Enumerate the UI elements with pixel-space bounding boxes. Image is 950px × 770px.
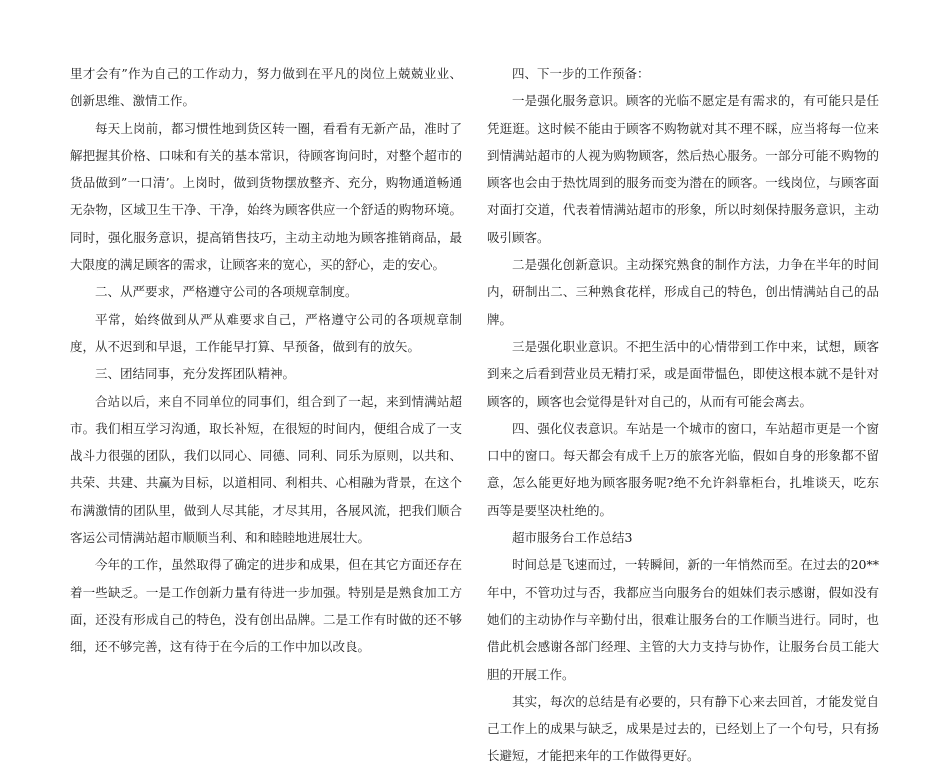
section-heading: 二、从严要求，严格遵守公司的各项规章制度。 [95, 284, 358, 300]
paragraph: 里才会有”作为自己的工作动力，努力做到在平凡的岗位上兢兢业业、创新思维、激情工作。 [70, 66, 462, 109]
paragraph: 今年的工作，虽然取得了确定的进步和成果，但在其它方面还存在着一些缺乏。一是工作创新力量有待进一步加强。特别是是熟食加工方面，还没有形成自己的特色，没有创出品牌。二是工作有时做的还不够细，还不够完善，这有待于在今后的工作中加以改良。 [70, 557, 462, 655]
paragraph: 四、强化仪表意识。车站是一个城市的窗口，车站超市更是一个窗口中的窗口。每天都会有成千上万的旅客光临，假如自身的形象都不留意，怎么能更好地为顾客服务呢?绝不允许斜靠柜台，扎堆谈天，吃东西等是要坚决杜绝的。 [487, 420, 879, 518]
section-heading: 三、团结同事，充分发挥团队精神。 [95, 366, 296, 382]
paragraph: 一是强化服务意识。顾客的光临不愿定是有需求的，有可能只是任凭逛逛。这时候不能由于顾客不购物就对其不理不睬，应当将每一位来到情满站超市的人视为购物顾客，然后热心服务。一部分可能不购物的顾客也会由于热忱周到的服务而变为潜在的顾客。一线岗位，与顾客面对面打交道，代表着情满站超市的形象，所以时刻保持服务意识，主动吸引顾客。 [487, 93, 879, 245]
left-column [70, 60, 462, 661]
paragraph: 三是强化职业意识。不把生活中的心情带到工作中来，试想，顾客到来之后看到营业员无精打采，或是面带愠色，即使这根本就不是针对顾客的，顾客也会觉得是针对自己的，从而有可能会离去。 [487, 338, 879, 409]
section-heading: 四、下一步的工作预备： [512, 66, 650, 81]
paragraph: 合站以后，来自不同单位的同事们，组合到了一起，来到情满站超市。我们相互学习沟通，取长补短，在很短的时间内，便组合成了一支战斗力很强的团队，我们以同心、同德、同利、同乐为原则，以共和、共荣、共建、共赢为目标，以道相同、利相共、心相融为背景，在这个布满激情的团队里，做到人尽其能，才尽其用，各展风流，把我们顺合客运公司情满站超市顺顺当利、和和睦睦地进展壮大。 [70, 393, 462, 546]
paragraph: 其实，每次的总结是有必要的，只有静下心来去回首，才能发觉自己工作上的成果与缺乏，成果是过去的，已经划上了一个句号，只有扬长避短，才能把来年的工作做得更好。 [487, 693, 879, 764]
paragraph: 平常，始终做到从严从难要求自己，严格遵守公司的各项规章制度，从不迟到和早退，工作能早打算、早预备，做到有的放矢。 [70, 311, 462, 354]
paragraph: 二是强化创新意识。主动探究熟食的制作方法，力争在半年的时间内，研制出二、三种熟食花样，形成自己的特色，创出情满站自己的品牌。 [487, 257, 879, 327]
paragraph: 时间总是飞速而过，一转瞬间，新的一年悄然而至。在过去的20**年中，不管功过与否，我都应当向服务台的姐妹们表示感谢，假如没有她们的主动协作与辛勤付出，很难让服务台的工作顺当进行。同时，也借此机会感谢各部门经理、主管的大力支持与协作，让服务台员工能大胆的开展工作。 [487, 557, 879, 682]
right-column [487, 60, 879, 770]
paragraph: 每天上岗前，都习惯性地到货区转一圈，看看有无新产品，准时了解把握其价格、口味和有关的基本常识，待顾客询问时，对整个超市的货品做到”一口清’。上岗时，做到货物摆放整齐、充分，购物通道畅通无杂物，区域卫生干净、干净，始终为顾客供应一个舒适的购物环境。同时，强化服务意识，提高销售技巧，主动主动地为顾客推销商品，最大限度的满足顾客的需求，让顾客来的宽心，买的舒心，走的安心。 [70, 120, 462, 273]
section-title: 超市服务台工作总结3 [512, 530, 633, 546]
